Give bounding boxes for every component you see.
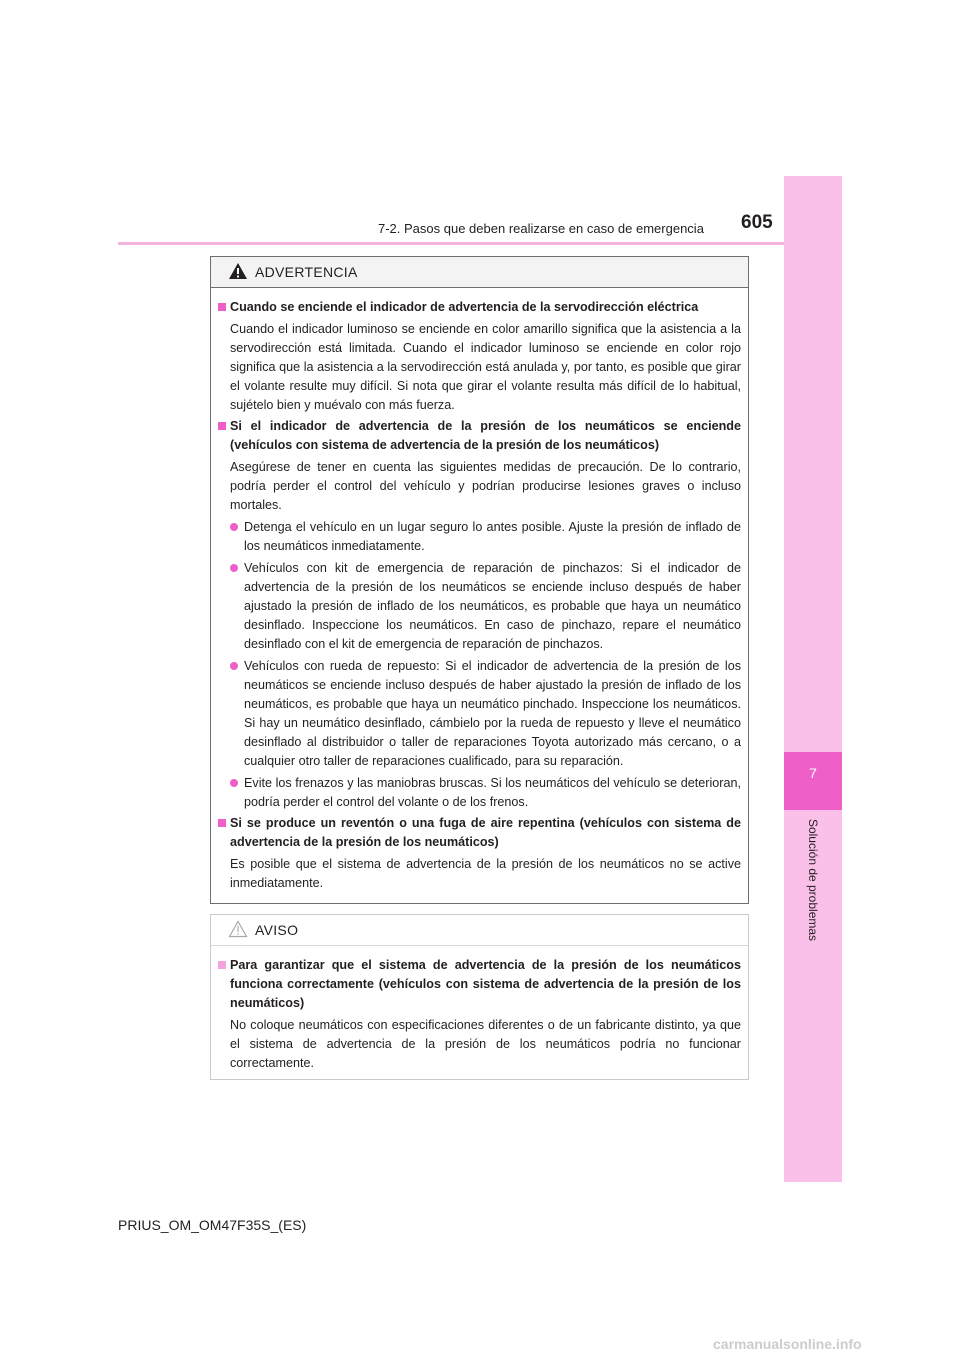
bullet-item bbox=[218, 774, 741, 812]
caution-triangle-icon bbox=[228, 920, 248, 938]
bullet-text: Detenga el vehículo en un lugar seguro lo antes posible. Ajuste la presión de inflado de los neumáticos inmediatamente. bbox=[244, 520, 741, 553]
document-code: PRIUS_OM_OM47F35S_(ES) bbox=[118, 1217, 307, 1233]
round-bullet-icon bbox=[230, 662, 238, 670]
section-heading-text: Cuando se enciende el indicador de advertencia de la servodirección eléctrica bbox=[230, 300, 699, 314]
section-heading bbox=[218, 298, 741, 317]
bullet-item bbox=[218, 657, 741, 771]
section-paragraph: Asegúrese de tener en cuenta las siguientes medidas de precaución. De lo contrario, podría perder el control del vehículo y podrían producirse lesiones graves o incluso mortales. bbox=[230, 460, 741, 512]
section-title: 7-2. Pasos que deben realizarse en caso de emergencia bbox=[378, 221, 704, 236]
round-bullet-icon bbox=[230, 779, 238, 787]
section-paragraph: Cuando el indicador luminoso se enciende en color amarillo significa que la asistencia a la servodirección está limitada. Cuando el indicador luminoso se enciende en color rojo significa que la asistencia a la servodirección está anulada y, por tanto, es posible que girar el volante resulte muy difícil. Si nota que girar el volante resulta más difícil de lo habitual, sujételo bien y muévalo con más fuerza. bbox=[230, 322, 741, 412]
section-heading-text: Si el indicador de advertencia de la presión de los neumáticos se enciende (vehículos con sistema de advertencia de la presión de los neumáticos) bbox=[230, 419, 741, 452]
chapter-title: Solución de problemas bbox=[806, 818, 820, 942]
notice-box-header bbox=[211, 915, 748, 946]
section-heading-text: Para garantizar que el sistema de advertencia de la presión de los neumáticos funciona correctamente (vehículos con sistema de advertencia de la presión de los neumáticos) bbox=[230, 958, 741, 1010]
section-heading-text: Si se produce un reventón o una fuga de aire repentina (vehículos con sistema de advertencia de la presión de los neumáticos) bbox=[230, 816, 741, 849]
square-bullet-icon bbox=[218, 961, 226, 969]
watermark: carmanualsonline.info bbox=[713, 1336, 862, 1352]
section-paragraph: Es posible que el sistema de advertencia de la presión de los neumáticos no se active inmediatamente. bbox=[230, 857, 741, 890]
round-bullet-icon bbox=[230, 564, 238, 572]
page-number: 605 bbox=[741, 212, 773, 233]
header-divider bbox=[118, 242, 784, 245]
chapter-side-tab bbox=[784, 176, 842, 1182]
square-bullet-icon bbox=[218, 303, 226, 311]
round-bullet-icon bbox=[230, 523, 238, 531]
notice-title: AVISO bbox=[255, 922, 299, 938]
warning-title: ADVERTENCIA bbox=[255, 264, 358, 280]
warning-box-header bbox=[211, 257, 748, 288]
section-paragraph: No coloque neumáticos con especificaciones diferentes o de un fabricante distinto, ya que el sistema de advertencia de la presión de los neumáticos podría no funcionar correctamente. bbox=[230, 1018, 741, 1070]
chapter-number: 7 bbox=[809, 765, 817, 781]
notice-body bbox=[211, 946, 748, 1073]
bullet-text: Vehículos con kit de emergencia de reparación de pinchazos: Si el indicador de advertencia de la presión de los neumáticos se enciende incluso después de haber ajustado la presión de inflado de los neumáticos, es probable que haya un neumático desinflado. Inspeccione los neumáticos. En caso de pinchazo, repare el neumático desinflado con el kit de emergencia de reparación de pinchazos. bbox=[244, 561, 741, 651]
bullet-text: Vehículos con rueda de repuesto: Si el indicador de advertencia de la presión de los neumáticos se enciende incluso después de haber ajustado la presión de inflado de los neumáticos, es probable que haya un neumático pinchado. Inspeccione los neumáticos. Si hay un neumático desinflado, cámbielo por la rueda de repuesto y lleve el neumático desinflado al distribuidor o taller de reparaciones Toyota autorizado más cercano, o a cualquier otro taller de reparaciones cualificado, para su reparación. bbox=[244, 659, 741, 768]
square-bullet-icon bbox=[218, 422, 226, 430]
bullet-item bbox=[218, 559, 741, 654]
bullet-text: Evite los frenazos y las maniobras bruscas. Si los neumáticos del vehículo se deterioran, podría perder el control del volante o de los frenos. bbox=[244, 776, 741, 809]
section-heading bbox=[218, 814, 741, 852]
notice-box bbox=[210, 914, 749, 1080]
square-bullet-icon bbox=[218, 819, 226, 827]
section-heading bbox=[218, 956, 741, 1013]
bullet-item bbox=[218, 518, 741, 556]
warning-triangle-icon bbox=[228, 262, 248, 280]
section-heading bbox=[218, 417, 741, 455]
warning-body bbox=[211, 288, 748, 893]
chapter-marker bbox=[784, 752, 842, 810]
warning-box bbox=[210, 256, 749, 904]
